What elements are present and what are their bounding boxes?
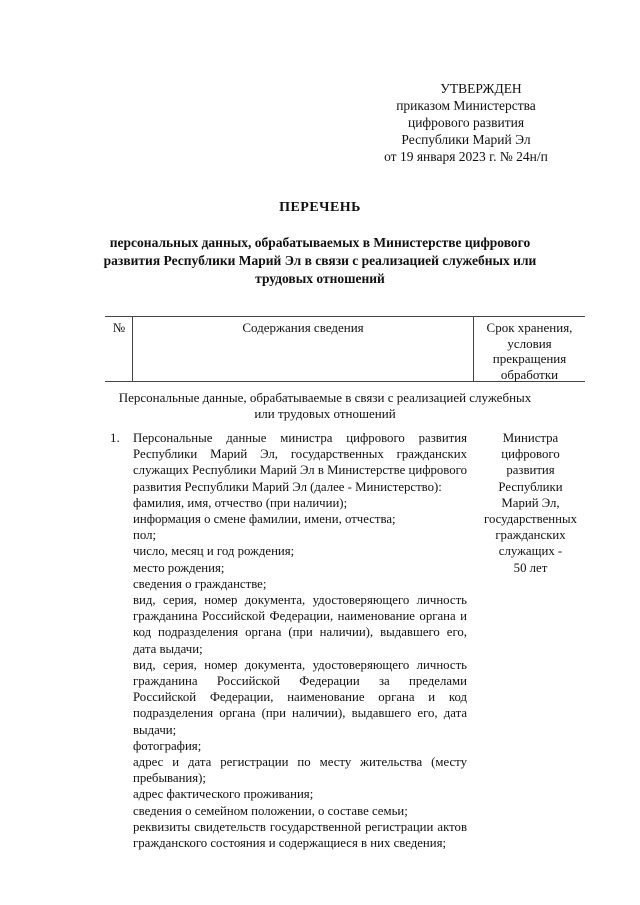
section-title: Персональные данные, обрабатываемые в связи с реализацией служебных или трудовых отношений <box>118 390 532 421</box>
retention-line: Министра <box>502 431 559 445</box>
approval-line: Республики Марий Эл <box>401 132 531 147</box>
document-subtitle: персональных данных, обрабатываемых в Министерстве цифрового развития Республики Марий Эл в связи с реализацией служебных или трудовых отношений <box>103 235 537 286</box>
header-retention-line: Срок хранения, <box>486 320 573 335</box>
retention-line: государственных <box>484 512 577 527</box>
list-item: адрес и дата регистрации по месту жительства (месту пребывания); <box>133 755 467 786</box>
list-item: фамилия, имя, отчество (при наличии); <box>133 495 348 510</box>
approval-stamp <box>350 80 582 165</box>
retention-line: развития <box>506 463 555 478</box>
table-top-border <box>105 316 585 317</box>
header-content: Содержания сведения <box>242 320 364 335</box>
list-item: сведения о гражданстве; <box>133 576 267 591</box>
approval-line: приказом Министерства <box>396 98 536 113</box>
header-number: № <box>112 320 126 335</box>
row-content <box>133 430 467 851</box>
row-number: 1. <box>110 430 120 445</box>
row-intro: Персональные данные министра цифрового развития Республики Марий Эл, государственных гражданских служащих Республики Марий Эл в Министерстве цифрового развития Республики Марий Эл (далее - Министерство): <box>133 431 467 494</box>
header-retention-line: условия <box>507 335 552 351</box>
list-item: фотография; <box>133 738 202 753</box>
retention-line: служащих - <box>498 544 563 559</box>
retention-line: гражданских <box>495 528 566 543</box>
list-item: сведения о семейном положении, о составе семьи; <box>133 803 408 818</box>
row-retention <box>478 430 583 576</box>
approval-title: УТВЕРЖДЕН <box>440 81 522 96</box>
header-retention-line: обработки <box>500 366 559 382</box>
retention-line: 50 лет <box>513 560 548 575</box>
approval-line: цифрового развития <box>407 115 525 130</box>
list-item: число, месяц и год рождения; <box>133 544 295 559</box>
list-item: реквизиты свидетельств государственной регистрации актов гражданского состояния и содержащиеся в них сведения; <box>133 819 467 851</box>
header-retention <box>474 320 585 382</box>
list-item: адрес фактического проживания; <box>133 787 314 802</box>
document-title: ПЕРЕЧЕНЬ <box>279 200 361 215</box>
retention-line: цифрового <box>501 447 560 462</box>
list-item: место рождения; <box>133 560 225 575</box>
header-retention-line: прекращения <box>492 351 567 366</box>
retention-line: Республики <box>498 479 563 494</box>
list-item: вид, серия, номер документа, удостоверяющего личность гражданина Российской Федерации за пределами Российской Федерации, наименование органа и код подразделения органа (при наличии), выдавшего его, дата выдачи; <box>133 657 467 737</box>
list-item: вид, серия, номер документа, удостоверяющего личность гражданина Российской Федерации, наименование органа и код подразделения органа (при наличии), выдавшего его, дата выдачи; <box>133 593 467 656</box>
list-item: пол; <box>133 528 157 543</box>
list-item: информация о смене фамилии, имени, отчества; <box>133 512 396 527</box>
approval-line: от 19 января 2023 г. № 24н/п <box>384 149 548 164</box>
retention-line: Марий Эл, <box>501 495 560 510</box>
